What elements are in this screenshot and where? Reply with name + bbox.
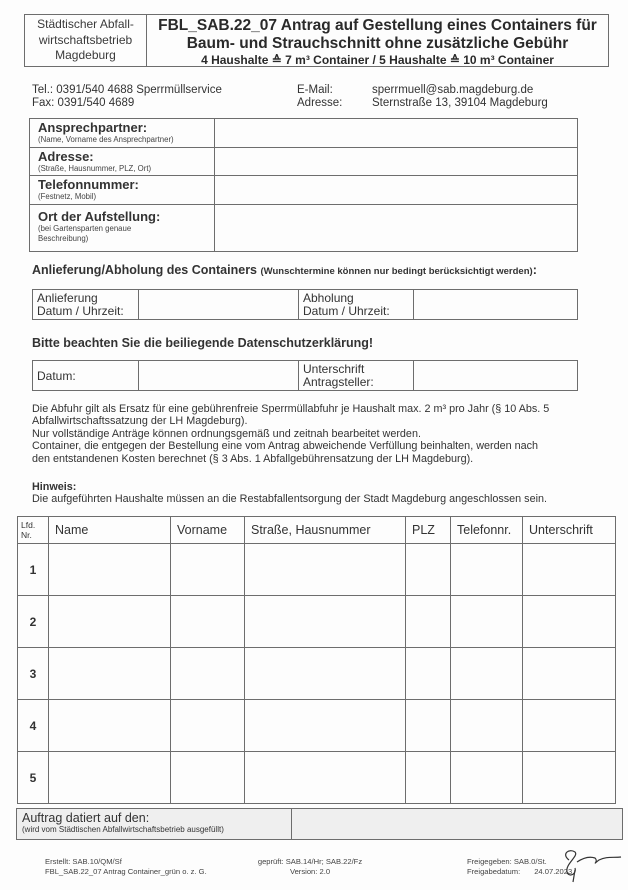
plz-cell[interactable] xyxy=(406,752,451,804)
organization-name xyxy=(25,15,147,66)
column-header-street: Straße, Hausnummer xyxy=(245,517,406,544)
plz-cell[interactable] xyxy=(406,596,451,648)
contact-person-field[interactable] xyxy=(215,119,577,147)
vorname-cell[interactable] xyxy=(171,752,245,804)
terms-line: Abfallwirtschaftssatzung der LH Magdeburg). xyxy=(32,415,248,428)
street-cell[interactable] xyxy=(245,596,406,648)
signature-table xyxy=(32,360,578,391)
field-label xyxy=(30,176,215,204)
table-row xyxy=(18,596,616,648)
phone-info xyxy=(32,84,222,110)
phone-cell[interactable] xyxy=(451,700,523,752)
street-cell[interactable] xyxy=(245,752,406,804)
column-header-phone: Telefonnr. xyxy=(451,517,523,544)
email-link[interactable]: sperrmuell@sab.magdeburg.de xyxy=(372,84,534,96)
phone-cell[interactable] xyxy=(451,544,523,596)
office-use-label xyxy=(17,809,292,839)
field-label xyxy=(30,205,215,251)
column-header-name: Name xyxy=(49,517,171,544)
created-by: Erstellt: SAB.10/QM/Sf xyxy=(45,857,122,866)
phone-cell[interactable] xyxy=(451,752,523,804)
row-number: 4 xyxy=(18,700,49,752)
vorname-cell[interactable] xyxy=(171,648,245,700)
hint: (Straße, Hausnummer, PLZ, Ort) xyxy=(38,164,152,173)
header-line: Nr. xyxy=(21,530,32,540)
column-header-signature: Unterschrift xyxy=(523,517,616,544)
heading-note: (Wunschtermine können nur bedingt berücksichtigt werden) xyxy=(260,266,533,277)
hint: (Name, Vorname des Ansprechpartner) xyxy=(38,135,174,144)
pickup-date-field[interactable] xyxy=(414,290,577,319)
hint-heading: Hinweis: xyxy=(32,481,77,493)
name-cell[interactable] xyxy=(49,752,171,804)
signature-field[interactable] xyxy=(414,361,577,390)
document-title xyxy=(147,15,608,66)
applicant-row-contact-person xyxy=(30,119,577,148)
street-cell[interactable] xyxy=(245,700,406,752)
label-line: Anlieferung xyxy=(37,291,98,305)
order-date-field xyxy=(292,809,622,839)
signature-label xyxy=(299,361,414,390)
household-table xyxy=(17,516,616,804)
label-line: Datum / Uhrzeit: xyxy=(303,304,390,318)
delivery-heading xyxy=(32,263,537,277)
table-header-row xyxy=(18,517,616,544)
address-label: Adresse: xyxy=(297,97,343,109)
vorname-cell[interactable] xyxy=(171,700,245,752)
row-number: 2 xyxy=(18,596,49,648)
name-cell[interactable] xyxy=(49,700,171,752)
label-line: Unterschrift xyxy=(303,362,365,376)
label: Adresse: xyxy=(38,149,94,164)
footer-created xyxy=(45,857,207,876)
applicant-row-phone xyxy=(30,176,577,205)
checked-by: geprüft: SAB.14/Hr; SAB.22/Fz xyxy=(257,857,363,866)
name-cell[interactable] xyxy=(49,596,171,648)
signature-scribble xyxy=(555,846,625,884)
hint-block xyxy=(32,481,622,506)
delivery-date-field[interactable] xyxy=(139,290,299,319)
heading-text: Anlieferung/Abholung des Containers xyxy=(32,263,258,277)
field-label xyxy=(30,148,215,175)
privacy-notice: Bitte beachten Sie die beiliegende Datenschutzerklärung! xyxy=(32,336,374,350)
name-cell[interactable] xyxy=(49,648,171,700)
heading-colon: : xyxy=(532,263,537,277)
office-use-box xyxy=(16,808,623,840)
address-value: Sternstraße 13, 39104 Magdeburg xyxy=(372,97,548,109)
table-row xyxy=(18,544,616,596)
plz-cell[interactable] xyxy=(406,700,451,752)
street-cell[interactable] xyxy=(245,544,406,596)
phone-cell[interactable] xyxy=(451,648,523,700)
pickup-label xyxy=(299,290,414,319)
title-line-3: 4 Haushalte ≙ 7 m³ Container / 5 Haushalte ≙ 10 m³ Container xyxy=(201,53,554,67)
office-label: Auftrag datiert auf den: xyxy=(22,811,150,825)
plz-cell[interactable] xyxy=(406,648,451,700)
terms-line: den entstandenen Kosten berechnet (§ 3 Abs. 1 Abfallgebührensatzung der LH Magdeburg). xyxy=(32,452,474,465)
date-label: Datum: xyxy=(33,361,139,390)
org-line: Städtischer Abfall- xyxy=(37,17,134,31)
column-header-plz: PLZ xyxy=(406,517,451,544)
date-field[interactable] xyxy=(139,361,299,390)
release-date-label: Freigabedatum: xyxy=(467,866,521,876)
terms-line: Die Abfuhr gilt als Ersatz für eine gebührenfreie Sperrmüllabfuhr je Haushalt max. 2 m³ pro Jahr (§ 10 Abs. 5 xyxy=(32,403,550,415)
label-line: Datum / Uhrzeit: xyxy=(37,304,124,318)
signature-cell[interactable] xyxy=(523,752,616,804)
column-header-vorname: Vorname xyxy=(171,517,245,544)
row-number: 1 xyxy=(18,544,49,596)
delivery-table xyxy=(32,289,578,320)
address-field[interactable] xyxy=(215,148,577,175)
contact-values xyxy=(372,84,548,110)
org-line: Magdeburg xyxy=(55,48,116,62)
plz-cell[interactable] xyxy=(406,544,451,596)
release-date: 24.07.2023 xyxy=(534,866,573,876)
label: Ort der Aufstellung: xyxy=(38,209,161,224)
phone-number: Tel.: 0391/540 4688 Sperrmüllservice xyxy=(32,84,222,96)
location-field[interactable] xyxy=(215,205,577,251)
terms-line: Nur vollständige Anträge können ordnungsgemäß und zeitnah bearbeitet werden. xyxy=(32,427,421,440)
office-hint: (wird vom Städtischen Abfallwirtschaftsbetrieb ausgefüllt) xyxy=(22,825,224,834)
file-name: FBL_SAB.22_07 Antrag Container_grün o. z. G. xyxy=(45,866,207,876)
table-row xyxy=(18,648,616,700)
contact-labels xyxy=(297,84,342,110)
label: Telefonnummer: xyxy=(38,177,139,192)
released-by: Freigegeben: SAB.0/St. xyxy=(467,857,547,866)
phone-cell[interactable] xyxy=(451,596,523,648)
phone-field[interactable] xyxy=(215,176,577,204)
terms-text xyxy=(32,403,622,465)
version: Version: 2.0 xyxy=(289,866,331,876)
signature-cell[interactable] xyxy=(523,648,616,700)
label: Ansprechpartner: xyxy=(38,120,148,135)
table-row xyxy=(18,752,616,804)
row-number: 3 xyxy=(18,648,49,700)
label-line: Abholung xyxy=(303,291,354,305)
header-line: Lfd. xyxy=(21,520,36,530)
column-header-nr xyxy=(18,517,49,544)
applicant-row-location xyxy=(30,205,577,251)
vorname-cell[interactable] xyxy=(171,596,245,648)
signature-cell[interactable] xyxy=(523,700,616,752)
signature-cell[interactable] xyxy=(523,544,616,596)
document-header xyxy=(24,14,609,67)
footer-checked xyxy=(255,857,365,876)
vorname-cell[interactable] xyxy=(171,544,245,596)
name-cell[interactable] xyxy=(49,544,171,596)
title-line-2: Baum- und Strauchschnitt ohne zusätzliche Gebühr xyxy=(186,35,569,52)
field-label xyxy=(30,119,215,147)
title-line-1: FBL_SAB.22_07 Antrag auf Gestellung eines Containers für xyxy=(158,17,597,34)
street-cell[interactable] xyxy=(245,648,406,700)
signature-cell[interactable] xyxy=(523,596,616,648)
row-number: 5 xyxy=(18,752,49,804)
delivery-label xyxy=(33,290,139,319)
org-line: wirtschaftsbetrieb xyxy=(38,32,133,47)
hint-text: Die aufgeführten Haushalte müssen an die Restabfallentsorgung der Stadt Magdeburg angeschlossen sein. xyxy=(32,493,547,506)
table-row xyxy=(18,700,616,752)
applicant-table xyxy=(29,118,578,252)
fax-number: Fax: 0391/540 4689 xyxy=(32,97,135,109)
applicant-row-address xyxy=(30,148,577,176)
hint: (Festnetz, Mobil) xyxy=(38,192,97,201)
label-line: Antragsteller: xyxy=(303,375,374,389)
hint: (bei Gartensparten genaue Beschreibung) xyxy=(38,224,132,243)
email-label: E-Mail: xyxy=(297,84,333,96)
terms-line: Container, die entgegen der Bestellung eine vom Antrag abweichende Verfüllung beinhalten, werden nach xyxy=(32,440,539,453)
